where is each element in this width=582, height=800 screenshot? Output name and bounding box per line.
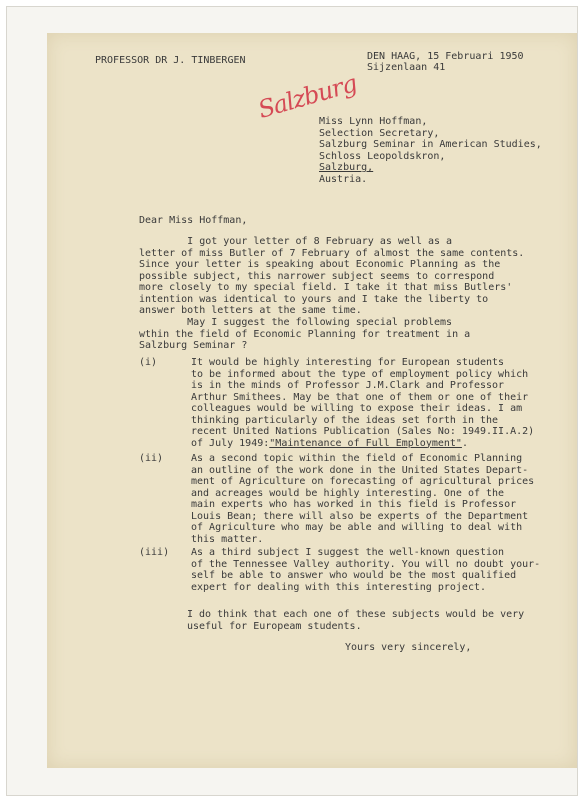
list-item-text: As a second topic within the field of Economic Planning an outline of the work done in the United States Depart- ment of Agriculture on forecasting of agricultural prices and acreages would be highly interesting. One of the main experts who has worked in this field is Professor Louis Bean; there will also be experts of the Department of Agriculture who may be able and willing to deal with this matter. <box>191 453 535 545</box>
recipient-line: Salzburg Seminar in American Studies, <box>319 139 542 150</box>
recipient-address <box>319 116 542 185</box>
list-item-number: (ii) <box>139 453 164 464</box>
recipient-line: Selection Secretary, <box>319 127 440 139</box>
body-paragraph-1: I got your letter of 8 February as well as a letter of miss Butler of 7 February of almost the same contents. Since your letter is speaking about Economic Planning as the possible subject, this narrower subject seems to correspond more closely to my special field. I take it that miss Butlers' intention was identical to yours and I take the liberty to answer both letters at the same time. <box>139 236 525 316</box>
recipient-line: Austria. <box>319 173 368 185</box>
publication-title: "Maintenance of Full Employment" <box>269 437 462 449</box>
salutation: Dear Miss Hoffman, <box>139 215 248 226</box>
list-item-text: As a third subject I suggest the well-known question of the Tennessee Valley authority. You will no doubt your- self be able to answer who would be the most qualified expert for dealing with this interesting project. <box>191 547 541 593</box>
list-item-tail: . <box>461 437 468 449</box>
list-item-number: (iii) <box>139 547 170 558</box>
list-item-text <box>191 357 534 449</box>
letter-page <box>47 33 577 768</box>
body-paragraph-2: May I suggest the following special problems wthin the field of Economic Planning for treatment in a Salzburg Seminar ? <box>139 317 471 351</box>
letterhead-address <box>367 51 524 73</box>
scan-frame <box>6 6 578 796</box>
list-item <box>139 357 535 449</box>
handwritten-annotation: Salzburg <box>255 69 360 124</box>
place-date: DEN HAAG, 15 Februari 1950 <box>367 51 524 62</box>
list-item <box>139 547 541 593</box>
list-item-body: It would be highly interesting for European students to be informed about the type of employment policy which is in the minds of Professor J.M.Clark and Professor Arthur Smithees. May be that one of them or one of their colleagues would be willing to expose their ideas. I am thinking particularly of the ideas set forth in the recent United Nations Publication (Sales No: 1949.II.A.2) of July 1949: <box>191 357 535 449</box>
recipient-line: Salzburg, <box>319 162 374 173</box>
sender-name: PROFESSOR DR J. TINBERGEN <box>95 55 246 66</box>
street-address: Sijzenlaan 41 <box>367 62 446 73</box>
recipient-line: Schloss Leopoldskron, <box>319 150 446 162</box>
recipient-line: Miss Lynn Hoffman, <box>319 116 428 127</box>
signoff: Yours very sincerely, <box>345 642 472 653</box>
list-item <box>139 453 535 545</box>
list-item-number: (i) <box>139 357 158 368</box>
closing-paragraph: I do think that each one of these subjects would be very useful for Europeam students. <box>187 609 525 632</box>
